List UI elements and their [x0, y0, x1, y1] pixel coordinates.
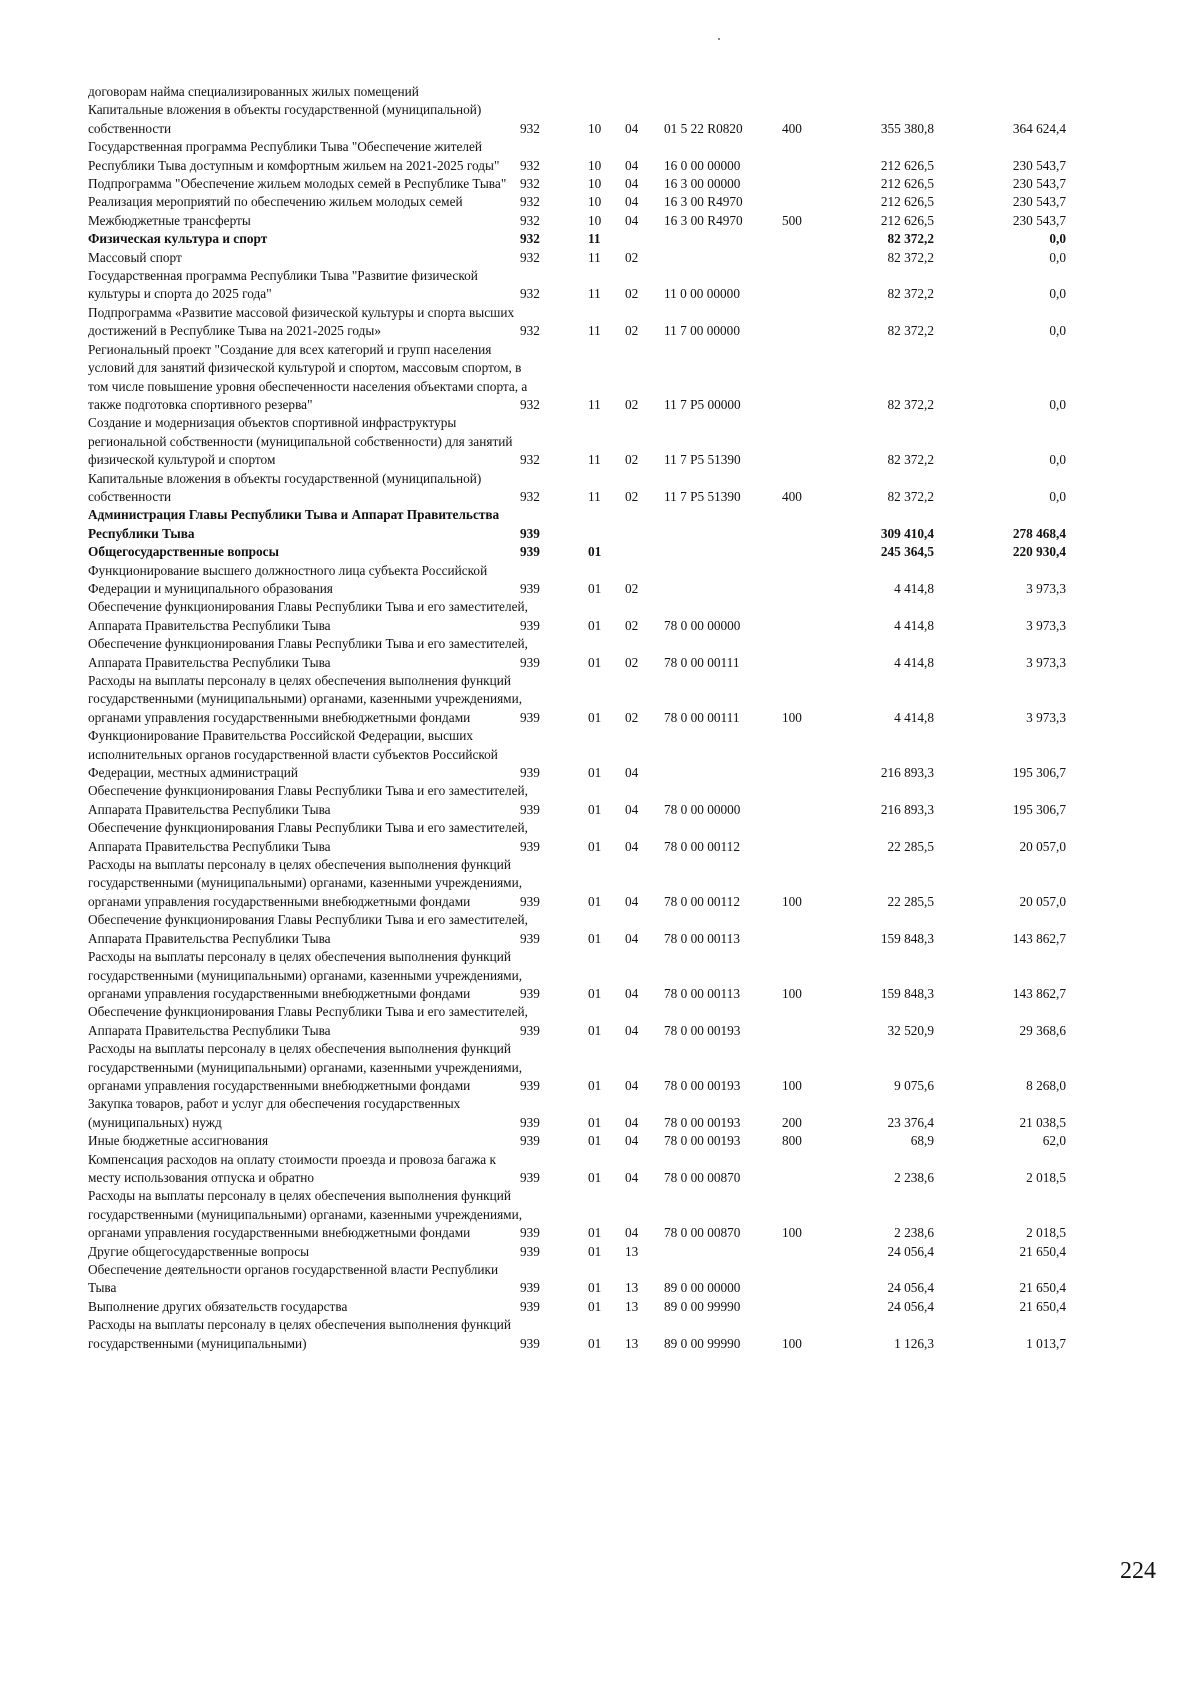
subsection-code: 04 [625, 194, 639, 210]
section-code: 01 [588, 1298, 602, 1314]
sum-year-2: 0,0 [1049, 452, 1066, 468]
subsection-code: 02 [625, 580, 639, 596]
sum-year-1: 82 372,2 [887, 231, 934, 247]
subsection-code: 04 [625, 120, 639, 136]
section-code: 01 [588, 985, 602, 1001]
subsection-code: 04 [625, 801, 639, 817]
row-description: Капитальные вложения в объекты государственной (муниципальной) собственности [88, 470, 482, 504]
section-code: 10 [588, 120, 602, 136]
sum-year-1: 82 372,2 [887, 488, 934, 504]
gr-code: 932 [520, 396, 540, 412]
row-description: Администрация Главы Республики Тыва и Аппарат Правительства Республики Тыва [88, 507, 500, 541]
expense-type-code: 500 [782, 212, 802, 228]
sum-year-1: 82 372,2 [887, 249, 934, 265]
sum-year-2: 3 973,3 [1026, 580, 1066, 596]
subsection-code: 04 [625, 1133, 639, 1149]
table-row [88, 562, 1148, 599]
subsection-code: 04 [625, 1169, 639, 1185]
gr-code: 932 [520, 488, 540, 504]
gr-code: 939 [520, 1280, 540, 1296]
sum-year-2: 230 543,7 [1012, 194, 1066, 210]
target-article-code: 78 0 00 00000 [664, 617, 741, 633]
row-description: Обеспечение деятельности органов государственной власти Республики Тыва [88, 1262, 499, 1296]
sum-year-2: 3 973,3 [1026, 654, 1066, 670]
table-row [88, 83, 1148, 101]
gr-code: 939 [520, 893, 540, 909]
table-row [88, 782, 1148, 819]
expense-type-code: 100 [782, 1335, 802, 1351]
gr-code: 932 [520, 249, 540, 265]
section-code: 11 [588, 488, 601, 504]
section-code: 01 [588, 838, 602, 854]
sum-year-1: 212 626,5 [880, 176, 934, 192]
table-row [88, 1151, 1148, 1188]
table-row [88, 856, 1148, 911]
row-description: Расходы на выплаты персоналу в целях обеспечения выполнения функций государственными (муниципальными) органами, казенными учреждениями, органами управления государственными внебюджетными фондами [88, 1188, 523, 1241]
gr-code: 932 [520, 323, 540, 339]
table-row [88, 1040, 1148, 1095]
subsection-code: 02 [625, 286, 639, 302]
table-row [88, 1003, 1148, 1040]
sum-year-2: 3 973,3 [1026, 709, 1066, 725]
sum-year-2: 364 624,4 [1012, 120, 1066, 136]
sum-year-2: 195 306,7 [1012, 801, 1066, 817]
row-description: Государственная программа Республики Тыва "Развитие физической культуры и спорта до 2025 года" [88, 268, 478, 302]
row-description: Подпрограмма "Обеспечение жильем молодых семей в Республике Тыва" [88, 176, 507, 192]
section-code: 11 [588, 231, 601, 247]
row-description: Компенсация расходов на оплату стоимости проезда и провоза багажа к месту использования отпуска и обратно [88, 1151, 496, 1185]
sum-year-1: 212 626,5 [880, 157, 934, 173]
sum-year-2: 62,0 [1042, 1133, 1066, 1149]
row-description: Функционирование высшего должностного лица субъекта Российской Федерации и муниципального образования [88, 562, 488, 596]
table-row [88, 249, 1148, 267]
sum-year-1: 24 056,4 [887, 1243, 934, 1259]
row-description: Обеспечение функционирования Главы Республики Тыва и его заместителей, Аппарата Правительства Республики Тыва [88, 636, 528, 670]
row-description: Реализация мероприятий по обеспечению жильем молодых семей [88, 194, 463, 210]
table-row [88, 175, 1148, 193]
sum-year-1: 82 372,2 [887, 396, 934, 412]
row-description: Обеспечение функционирования Главы Республики Тыва и его заместителей, Аппарата Правительства Республики Тыва [88, 783, 528, 817]
target-article-code: 11 7 P5 51390 [664, 452, 741, 468]
sum-year-1: 216 893,3 [880, 801, 934, 817]
row-description: Обеспечение функционирования Главы Республики Тыва и его заместителей, Аппарата Правительства Республики Тыва [88, 820, 528, 854]
table-row [88, 1187, 1148, 1242]
table-row [88, 267, 1148, 304]
row-description: Расходы на выплаты персоналу в целях обеспечения выполнения функций государственными (муниципальными) органами, казенными учреждениями, органами управления государственными внебюджетными фондами [88, 857, 523, 909]
target-article-code: 78 0 00 00112 [664, 893, 740, 909]
gr-code: 939 [520, 617, 540, 633]
target-article-code: 11 0 00 00000 [664, 286, 740, 302]
subsection-code: 02 [625, 249, 639, 265]
sum-year-2: 8 268,0 [1026, 1077, 1066, 1093]
sum-year-1: 2 238,6 [894, 1169, 934, 1185]
sum-year-1: 4 414,8 [894, 580, 934, 596]
expense-type-code: 200 [782, 1114, 802, 1130]
subsection-code: 13 [625, 1280, 639, 1296]
gr-code: 932 [520, 120, 540, 136]
table-row [88, 635, 1148, 672]
sum-year-1: 216 893,3 [880, 765, 934, 781]
sum-year-1: 212 626,5 [880, 194, 934, 210]
gr-code: 939 [520, 1243, 540, 1259]
sum-year-2: 230 543,7 [1012, 212, 1066, 228]
sum-year-1: 32 520,9 [887, 1022, 934, 1038]
subsection-code: 13 [625, 1335, 639, 1351]
sum-year-2: 220 930,4 [1012, 544, 1066, 560]
row-description: Расходы на выплаты персоналу в целях обеспечения выполнения функций государственными (муниципальными) [88, 1317, 511, 1351]
budget-table [88, 83, 1148, 1353]
row-description: Региональный проект "Создание для всех категорий и групп населения условий для занятий физической культурой и спортом, массовым спортом, в том числе повышение уровня обеспеченности населения объектами спорта, а также подготовка спортивного резерва" [88, 341, 528, 412]
table-row [88, 1261, 1148, 1298]
sum-year-1: 212 626,5 [880, 212, 934, 228]
table-row [88, 212, 1148, 230]
sum-year-2: 21 038,5 [1019, 1114, 1066, 1130]
sum-year-1: 24 056,4 [887, 1298, 934, 1314]
section-code: 01 [588, 1077, 602, 1093]
target-article-code: 01 5 22 R0820 [664, 120, 743, 136]
gr-code: 932 [520, 212, 540, 228]
subsection-code: 04 [625, 157, 639, 173]
section-code: 01 [588, 654, 602, 670]
subsection-code: 02 [625, 396, 639, 412]
sum-year-1: 82 372,2 [887, 452, 934, 468]
row-description: Межбюджетные трансферты [88, 212, 251, 228]
sum-year-1: 4 414,8 [894, 709, 934, 725]
sum-year-1: 23 376,4 [887, 1114, 934, 1130]
gr-code: 939 [520, 525, 540, 541]
target-article-code: 11 7 P5 00000 [664, 396, 741, 412]
table-row [88, 727, 1148, 782]
row-description: Физическая культура и спорт [88, 231, 268, 247]
sum-year-1: 82 372,2 [887, 286, 934, 302]
sum-year-2: 1 013,7 [1026, 1335, 1066, 1351]
sum-year-2: 230 543,7 [1012, 176, 1066, 192]
row-description: Расходы на выплаты персоналу в целях обеспечения выполнения функций государственными (муниципальными) органами, казенными учреждениями, органами управления государственными внебюджетными фондами [88, 1041, 523, 1093]
expense-type-code: 100 [782, 1077, 802, 1093]
section-code: 01 [588, 1243, 602, 1259]
sum-year-1: 68,9 [910, 1133, 934, 1149]
section-code: 01 [588, 580, 602, 596]
table-row [88, 543, 1148, 561]
target-article-code: 78 0 00 00193 [664, 1133, 741, 1149]
subsection-code: 04 [625, 1114, 639, 1130]
sum-year-2: 21 650,4 [1019, 1298, 1066, 1314]
subsection-code: 04 [625, 838, 639, 854]
row-description: Закупка товаров, работ и услуг для обеспечения государственных (муниципальных) нужд [88, 1096, 461, 1130]
target-article-code: 16 3 00 R4970 [664, 212, 743, 228]
section-code: 01 [588, 617, 602, 633]
section-code: 11 [588, 249, 601, 265]
subsection-code: 04 [625, 176, 639, 192]
subsection-code: 02 [625, 323, 639, 339]
sum-year-2: 0,0 [1049, 323, 1066, 339]
subsection-code: 02 [625, 617, 639, 633]
section-code: 10 [588, 194, 602, 210]
section-code: 01 [588, 544, 602, 560]
section-code: 10 [588, 212, 602, 228]
section-code: 11 [588, 323, 601, 339]
section-code: 01 [588, 801, 602, 817]
gr-code: 939 [520, 709, 540, 725]
sum-year-2: 230 543,7 [1012, 157, 1066, 173]
table-row [88, 138, 1148, 175]
sum-year-1: 24 056,4 [887, 1280, 934, 1296]
gr-code: 932 [520, 157, 540, 173]
target-article-code: 78 0 00 00870 [664, 1225, 741, 1241]
expense-type-code: 100 [782, 1225, 802, 1241]
gr-code: 932 [520, 452, 540, 468]
row-description: Функционирование Правительства Российской Федерации, высших исполнительных органов государственной власти субъектов Российской Федерации, местных администраций [88, 728, 498, 781]
section-code: 10 [588, 176, 602, 192]
table-row [88, 1243, 1148, 1261]
sum-year-2: 195 306,7 [1012, 765, 1066, 781]
expense-type-code: 800 [782, 1133, 802, 1149]
gr-code: 939 [520, 1133, 540, 1149]
row-description: Расходы на выплаты персоналу в целях обеспечения выполнения функций государственными (муниципальными) органами, казенными учреждениями, органами управления государственными внебюджетными фондами [88, 949, 523, 1001]
sum-year-2: 2 018,5 [1026, 1169, 1066, 1185]
sum-year-1: 9 075,6 [894, 1077, 934, 1093]
gr-code: 939 [520, 1169, 540, 1185]
table-row [88, 1316, 1148, 1353]
section-code: 01 [588, 1114, 602, 1130]
target-article-code: 11 7 P5 51390 [664, 488, 741, 504]
row-description: Создание и модернизация объектов спортивной инфраструктуры региональной собственности (муниципальной собственности) для занятий физической культурой и спортом [88, 415, 513, 468]
subsection-code: 13 [625, 1243, 639, 1259]
sum-year-1: 22 285,5 [887, 838, 934, 854]
row-description: Капитальные вложения в объекты государственной (муниципальной) собственности [88, 102, 482, 136]
target-article-code: 16 0 00 00000 [664, 157, 741, 173]
subsection-code: 04 [625, 1022, 639, 1038]
sum-year-2: 0,0 [1049, 396, 1066, 412]
expense-type-code: 100 [782, 985, 802, 1001]
row-description: Выполнение других обязательств государства [88, 1298, 348, 1314]
target-article-code: 89 0 00 99990 [664, 1298, 741, 1314]
section-code: 01 [588, 709, 602, 725]
target-article-code: 78 0 00 00112 [664, 838, 740, 854]
row-description: Общегосударственные вопросы [88, 544, 279, 560]
sum-year-1: 245 364,5 [880, 544, 934, 560]
sum-year-1: 4 414,8 [894, 617, 934, 633]
section-code: 01 [588, 1280, 602, 1296]
table-row [88, 598, 1148, 635]
expense-type-code: 100 [782, 893, 802, 909]
table-row [88, 948, 1148, 1003]
subsection-code: 04 [625, 765, 639, 781]
sum-year-1: 159 848,3 [880, 985, 934, 1001]
sum-year-1: 355 380,8 [880, 120, 934, 136]
target-article-code: 78 0 00 00113 [664, 985, 740, 1001]
table-row [88, 304, 1148, 341]
section-code: 01 [588, 1169, 602, 1185]
target-article-code: 89 0 00 00000 [664, 1280, 741, 1296]
sum-year-2: 3 973,3 [1026, 617, 1066, 633]
sum-year-1: 4 414,8 [894, 654, 934, 670]
subsection-code: 04 [625, 893, 639, 909]
table-row [88, 470, 1148, 507]
row-description: Обеспечение функционирования Главы Республики Тыва и его заместителей, Аппарата Правительства Республики Тыва [88, 599, 528, 633]
table-row [88, 1132, 1148, 1150]
gr-code: 939 [520, 838, 540, 854]
gr-code: 939 [520, 1114, 540, 1130]
table-row [88, 101, 1148, 138]
gr-code: 932 [520, 231, 540, 247]
section-code: 10 [588, 157, 602, 173]
section-code: 01 [588, 1133, 602, 1149]
subsection-code: 02 [625, 488, 639, 504]
sum-year-2: 29 368,6 [1019, 1022, 1066, 1038]
sum-year-1: 82 372,2 [887, 323, 934, 339]
table-row [88, 506, 1148, 543]
section-code: 11 [588, 396, 601, 412]
gr-code: 932 [520, 194, 540, 210]
expense-type-code: 400 [782, 120, 802, 136]
target-article-code: 11 7 00 00000 [664, 323, 740, 339]
target-article-code: 89 0 00 99990 [664, 1335, 741, 1351]
target-article-code: 78 0 00 00193 [664, 1114, 741, 1130]
section-code: 11 [588, 452, 601, 468]
gr-code: 939 [520, 765, 540, 781]
target-article-code: 78 0 00 00113 [664, 930, 740, 946]
table-row [88, 230, 1148, 248]
sum-year-2: 143 862,7 [1012, 930, 1066, 946]
subsection-code: 02 [625, 654, 639, 670]
subsection-code: 04 [625, 930, 639, 946]
table-row [88, 911, 1148, 948]
scan-speck [718, 38, 720, 40]
gr-code: 939 [520, 1298, 540, 1314]
page-number: 224 [1120, 1558, 1156, 1584]
gr-code: 939 [520, 654, 540, 670]
gr-code: 932 [520, 176, 540, 192]
target-article-code: 78 0 00 00193 [664, 1022, 741, 1038]
sum-year-2: 0,0 [1049, 231, 1066, 247]
gr-code: 939 [520, 985, 540, 1001]
gr-code: 939 [520, 930, 540, 946]
sum-year-1: 1 126,3 [894, 1335, 934, 1351]
target-article-code: 16 3 00 00000 [664, 176, 741, 192]
sum-year-2: 143 862,7 [1012, 985, 1066, 1001]
sum-year-1: 22 285,5 [887, 893, 934, 909]
gr-code: 939 [520, 1335, 540, 1351]
sum-year-2: 0,0 [1049, 249, 1066, 265]
sum-year-2: 21 650,4 [1019, 1280, 1066, 1296]
expense-type-code: 100 [782, 709, 802, 725]
section-code: 01 [588, 893, 602, 909]
subsection-code: 02 [625, 709, 639, 725]
subsection-code: 13 [625, 1298, 639, 1314]
subsection-code: 04 [625, 985, 639, 1001]
subsection-code: 04 [625, 1225, 639, 1241]
target-article-code: 78 0 00 00111 [664, 654, 740, 670]
sum-year-1: 2 238,6 [894, 1225, 934, 1241]
row-description: Другие общегосударственные вопросы [88, 1243, 310, 1259]
row-description: Расходы на выплаты персоналу в целях обеспечения выполнения функций государственными (муниципальными) органами, казенными учреждениями, органами управления государственными внебюджетными фондами [88, 673, 523, 725]
table-row [88, 341, 1148, 415]
row-description: Государственная программа Республики Тыва "Обеспечение жителей Республики Тыва доступным и комфортным жильем на 2021-2025 годы" [88, 139, 500, 173]
gr-code: 939 [520, 580, 540, 596]
table-row [88, 1095, 1148, 1132]
row-description: Подпрограмма «Развитие массовой физической культуры и спорта высших достижений в Республике Тыва на 2021-2025 годы» [88, 304, 515, 339]
target-article-code: 16 3 00 R4970 [664, 194, 743, 210]
sum-year-2: 0,0 [1049, 488, 1066, 504]
gr-code: 932 [520, 286, 540, 302]
row-description: Обеспечение функционирования Главы Республики Тыва и его заместителей, Аппарата Правительства Республики Тыва [88, 1004, 528, 1038]
table-row [88, 819, 1148, 856]
subsection-code: 04 [625, 212, 639, 228]
gr-code: 939 [520, 1077, 540, 1093]
row-description: Обеспечение функционирования Главы Республики Тыва и его заместителей, Аппарата Правительства Республики Тыва [88, 912, 528, 946]
gr-code: 939 [520, 544, 540, 560]
table-row [88, 1298, 1148, 1316]
target-article-code: 78 0 00 00193 [664, 1077, 741, 1093]
sum-year-2: 278 468,4 [1012, 525, 1066, 541]
gr-code: 939 [520, 801, 540, 817]
table-row [88, 672, 1148, 727]
section-code: 01 [588, 930, 602, 946]
row-description: Иные бюджетные ассигнования [88, 1133, 269, 1149]
sum-year-2: 0,0 [1049, 286, 1066, 302]
sum-year-1: 159 848,3 [880, 930, 934, 946]
target-article-code: 78 0 00 00870 [664, 1169, 741, 1185]
subsection-code: 04 [625, 1077, 639, 1093]
section-code: 11 [588, 286, 601, 302]
gr-code: 939 [520, 1225, 540, 1241]
table-row [88, 193, 1148, 211]
sum-year-2: 20 057,0 [1019, 893, 1066, 909]
expense-type-code: 400 [782, 488, 802, 504]
section-code: 01 [588, 1022, 602, 1038]
section-code: 01 [588, 1335, 602, 1351]
target-article-code: 78 0 00 00111 [664, 709, 740, 725]
sum-year-2: 20 057,0 [1019, 838, 1066, 854]
target-article-code: 78 0 00 00000 [664, 801, 741, 817]
sum-year-2: 2 018,5 [1026, 1225, 1066, 1241]
sum-year-2: 21 650,4 [1019, 1243, 1066, 1259]
gr-code: 939 [520, 1022, 540, 1038]
subsection-code: 02 [625, 452, 639, 468]
table-row [88, 414, 1148, 469]
row-description: Массовый спорт [88, 249, 182, 265]
section-code: 01 [588, 1225, 602, 1241]
sum-year-1: 309 410,4 [880, 525, 934, 541]
row-description: договорам найма специализированных жилых помещений [88, 84, 419, 99]
section-code: 01 [588, 765, 602, 781]
